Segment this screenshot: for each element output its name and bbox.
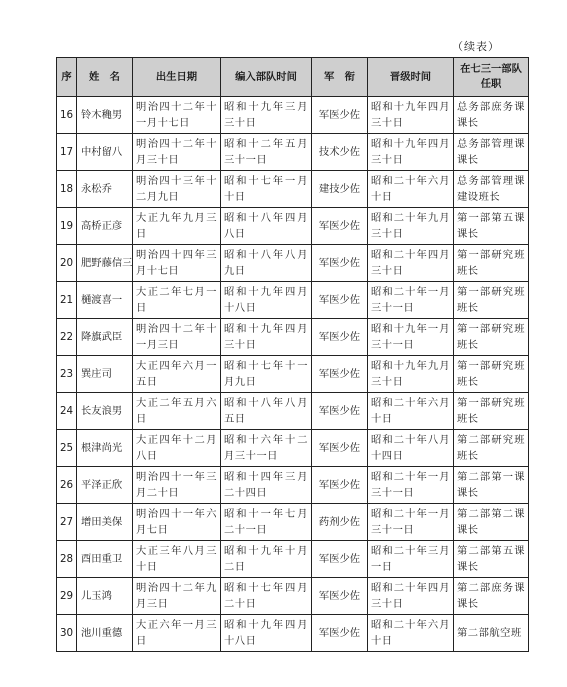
cell-join-date: 昭和十八年八月五日 [221,393,312,430]
table-row [57,504,529,541]
cell-position: 第一部第五课课长 [454,208,529,245]
cell-birth-date: 明治四十一年三月二十日 [133,467,221,504]
cell-promotion-date: 昭和二十年六月十日 [368,615,454,652]
cell-rank: 军医少佐 [312,282,368,319]
cell-birth-date: 大正四年六月一五日 [133,356,221,393]
cell-name: 平泽正欣 [77,467,133,504]
cell-promotion-date: 昭和二十年九月三十日 [368,208,454,245]
cell-birth-date: 明治四十三年十二月九日 [133,171,221,208]
header-no: 序 [57,58,77,97]
cell-birth-date: 大正三年八月三十日 [133,541,221,578]
cell-no: 24 [57,393,77,430]
cell-name: 增田美保 [77,504,133,541]
table-row [57,393,529,430]
cell-rank: 军医少佐 [312,97,368,134]
table-body [57,97,529,652]
cell-promotion-date: 昭和二十年四月三十日 [368,578,454,615]
cell-join-date: 昭和十八年四月八日 [221,208,312,245]
cell-position: 第一部研究班班长 [454,282,529,319]
cell-join-date: 昭和十七年四月二十日 [221,578,312,615]
cell-position: 第一部研究班班长 [454,245,529,282]
header-join-date: 编入部队时间 [221,58,312,97]
table-row [57,541,529,578]
cell-rank: 技术少佐 [312,134,368,171]
cell-name: 长友浪男 [77,393,133,430]
cell-promotion-date: 昭和十九年九月三十日 [368,356,454,393]
table-row [57,134,529,171]
cell-no: 20 [57,245,77,282]
cell-no: 27 [57,504,77,541]
cell-no: 18 [57,171,77,208]
cell-no: 23 [57,356,77,393]
cell-rank: 军医少佐 [312,541,368,578]
cell-no: 16 [57,97,77,134]
cell-position: 第一部研究班班长 [454,319,529,356]
cell-no: 26 [57,467,77,504]
cell-join-date: 昭和十一年七月二十一日 [221,504,312,541]
cell-promotion-date: 昭和二十年六月十日 [368,393,454,430]
cell-name: 铃木穐男 [77,97,133,134]
cell-promotion-date: 昭和十九年一月三十一日 [368,319,454,356]
cell-rank: 军医少佐 [312,356,368,393]
cell-join-date: 昭和十九年四月十八日 [221,615,312,652]
header-position: 在七三一部队任职 [454,58,529,97]
cell-birth-date: 大正二年五月六日 [133,393,221,430]
header-rank: 军 衔 [312,58,368,97]
cell-promotion-date: 昭和十九年四月三十日 [368,134,454,171]
cell-position: 第二部第五课课长 [454,541,529,578]
cell-join-date: 昭和十二年五月三十一日 [221,134,312,171]
table-row [57,171,529,208]
cell-name: 永松乔 [77,171,133,208]
cell-rank: 军医少佐 [312,319,368,356]
table-header-row [57,58,529,97]
cell-no: 25 [57,430,77,467]
cell-birth-date: 大正六年一月三日 [133,615,221,652]
cell-no: 19 [57,208,77,245]
cell-no: 17 [57,134,77,171]
cell-rank: 军医少佐 [312,615,368,652]
cell-name: 根津尚光 [77,430,133,467]
cell-position: 总务部管理课建设班长 [454,171,529,208]
table-row [57,578,529,615]
cell-birth-date: 明治四十一年六月七日 [133,504,221,541]
cell-rank: 军医少佐 [312,578,368,615]
cell-birth-date: 明治四十二年十一月三日 [133,319,221,356]
cell-no: 28 [57,541,77,578]
cell-position: 第一部研究班班长 [454,356,529,393]
cell-promotion-date: 昭和二十年六月十日 [368,171,454,208]
cell-name: 高桥正彦 [77,208,133,245]
cell-promotion-date: 昭和二十年一月三十一日 [368,467,454,504]
cell-name: 中村留八 [77,134,133,171]
cell-join-date: 昭和十九年三月三十日 [221,97,312,134]
cell-name: 肥野藤信三 [77,245,133,282]
cell-promotion-date: 昭和二十年八月十四日 [368,430,454,467]
cell-join-date: 昭和十四年三月二十四日 [221,467,312,504]
cell-position: 总务部管理课课长 [454,134,529,171]
cell-join-date: 昭和十六年十二月三十一日 [221,430,312,467]
cell-join-date: 昭和十九年四月三十日 [221,319,312,356]
cell-position: 总务部庶务课课长 [454,97,529,134]
cell-rank: 建技少佐 [312,171,368,208]
cell-birth-date: 大正四年十二月八日 [133,430,221,467]
cell-birth-date: 大正二年七月一日 [133,282,221,319]
table-row [57,208,529,245]
cell-join-date: 昭和十九年四月十八日 [221,282,312,319]
cell-promotion-date: 昭和二十年四月三十日 [368,245,454,282]
officers-table [56,57,529,652]
cell-name: 巽庄司 [77,356,133,393]
cell-position: 第二部第一课课长 [454,467,529,504]
header-birth-date: 出生日期 [133,58,221,97]
cell-birth-date: 大正九年九月三日 [133,208,221,245]
table-row [57,615,529,652]
header-promotion-date: 晋级时间 [368,58,454,97]
cell-birth-date: 明治四十四年三月十七日 [133,245,221,282]
cell-position: 第二部庶务课课长 [454,578,529,615]
cell-no: 21 [57,282,77,319]
table-row [57,319,529,356]
cell-no: 22 [57,319,77,356]
cell-position: 第二部航空班 [454,615,529,652]
cell-name: 儿玉鸿 [77,578,133,615]
cell-join-date: 昭和十七年一月十日 [221,171,312,208]
table-row [57,245,529,282]
cell-join-date: 昭和十七年十一月九日 [221,356,312,393]
cell-rank: 药剂少佐 [312,504,368,541]
cell-name: 酉田重卫 [77,541,133,578]
cell-promotion-date: 昭和二十年一月三十一日 [368,504,454,541]
cell-name: 池川重德 [77,615,133,652]
cell-rank: 军医少佐 [312,393,368,430]
cell-birth-date: 明治四十二年九月三日 [133,578,221,615]
cell-rank: 军医少佐 [312,208,368,245]
header-name: 姓 名 [77,58,133,97]
cell-promotion-date: 昭和十九年四月三十日 [368,97,454,134]
cell-birth-date: 明治四十二年十一月十七日 [133,97,221,134]
cell-rank: 军医少佐 [312,467,368,504]
cell-position: 第二部研究班班长 [454,430,529,467]
table-continued-caption: （续表） [452,40,500,53]
cell-join-date: 昭和十九年十月二日 [221,541,312,578]
cell-rank: 军医少佐 [312,430,368,467]
cell-join-date: 昭和十八年八月九日 [221,245,312,282]
table-row [57,430,529,467]
cell-promotion-date: 昭和二十年一月三十一日 [368,282,454,319]
table-row [57,356,529,393]
table-row [57,282,529,319]
cell-name: 降旗武臣 [77,319,133,356]
cell-birth-date: 明治四十二年十月三十日 [133,134,221,171]
cell-promotion-date: 昭和二十年三月一日 [368,541,454,578]
cell-position: 第一部研究班班长 [454,393,529,430]
cell-name: 樋渡喜一 [77,282,133,319]
cell-position: 第二部第二课课长 [454,504,529,541]
table-row [57,467,529,504]
cell-no: 30 [57,615,77,652]
cell-no: 29 [57,578,77,615]
cell-rank: 军医少佐 [312,245,368,282]
table-row [57,97,529,134]
